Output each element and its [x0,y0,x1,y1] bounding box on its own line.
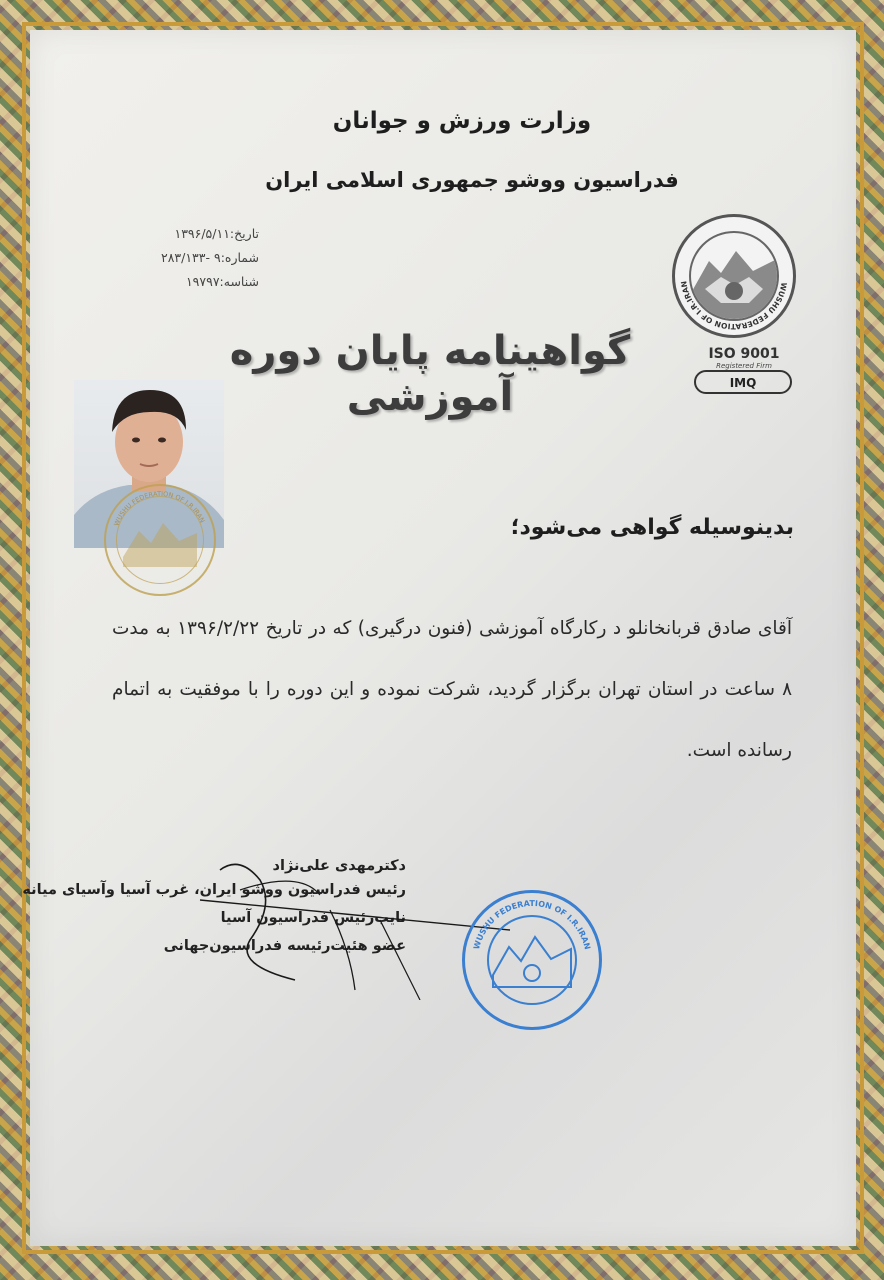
federation-blue-stamp [462,890,602,1030]
reference-number: شماره:۹ -۲۸۳/۱۳۳ [160,250,259,265]
blue-stamp-emblem [487,915,577,1005]
reference-id: شناسه:۱۹۷۹۷ [185,274,259,289]
signatory-role-1: رئیس فدراسیون ووشو ایران، غرب آسیا وآسیای میانه [22,882,406,898]
imq-badge: IMQ [694,370,792,394]
certificate-title: گواهینامه پایان دوره آموزشی [229,328,631,420]
photo-stamp-ring-text: WUSHU FEDERATION OF I.R.IRAN [112,489,207,528]
federation-heading: فدراسیون ووشو جمهوری اسلامی ایران [265,168,679,192]
federation-logo [672,214,796,338]
certification-greeting: بدینوسیله گواهی می‌شود؛ [510,515,794,540]
certificate-body: آقای صادق قربانخانلو د رکارگاه آموزشی (فنون درگیری) که در تاریخ ۱۳۹۶/۲/۲۲ به مدت ۸ ساعت در استان تهران برگزار گردید، شرکت نموده و این دوره را با موفقیت به اتمام رسانده است. [112,618,792,761]
iso-sub-label: Registered Firm [716,362,772,370]
photo-stamp-emblem [116,496,204,584]
blue-stamp-ring-text: WUSHU FEDERATION OF I.R.IRAN [472,898,592,951]
logo-emblem [689,231,779,321]
reference-date: تاریخ:۱۳۹۶/۵/۱۱ [174,226,259,241]
signatory-role-2: نایب‌رئیس فدراسیون آسیا [220,910,406,926]
signatory-name: دکترمهدی علی‌نژاد [272,858,406,874]
iso-label: ISO 9001 [708,346,780,362]
logo-ring-text: WUSHU FEDERATION OF I.R.IRAN [679,280,789,332]
photo-stamp [104,484,216,596]
signatory-role-3: عضو هئیت‌رئیسه فدراسیون‌جهانی [163,938,406,954]
ministry-heading: وزارت ورزش و جوانان [332,108,592,134]
